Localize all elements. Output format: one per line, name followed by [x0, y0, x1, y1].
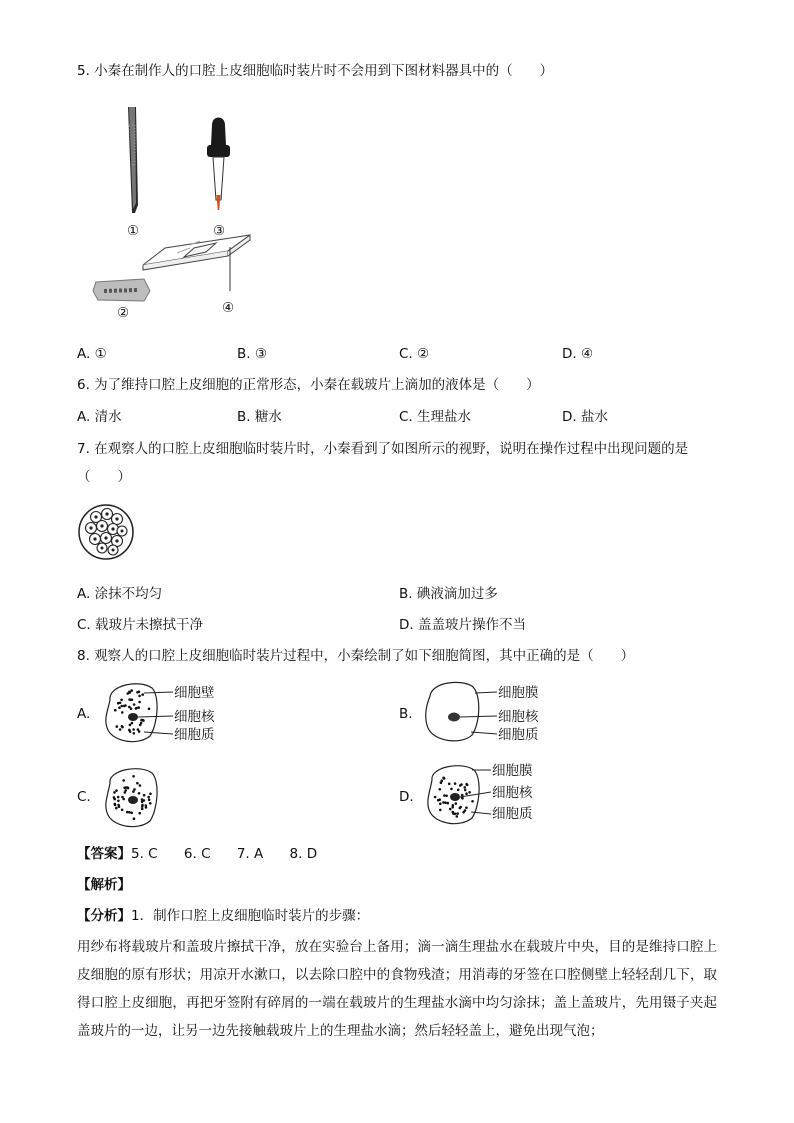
q8-option-c-letter[interactable]: C. — [77, 789, 91, 805]
q7-option-a[interactable]: A. 涂抹不均匀 — [77, 586, 163, 602]
q5-option-d[interactable]: D. ④ — [562, 346, 594, 362]
d-label-nucleus: 细胞核 — [492, 785, 533, 801]
q8-option-a-letter[interactable]: A. — [77, 706, 91, 722]
q6-option-c[interactable]: C. 生理盐水 — [399, 409, 472, 425]
b-label-nucleus: 细胞核 — [498, 709, 539, 725]
q7-option-d[interactable]: D. 盖盖玻片操作不当 — [399, 617, 526, 633]
a-label-wall: 细胞壁 — [174, 685, 215, 701]
q6-option-b[interactable]: B. 糖水 — [237, 409, 282, 425]
q7-stem-line2: （ ） — [77, 469, 131, 485]
q8-option-b-letter[interactable]: B. — [399, 706, 413, 722]
q5-equipment-figure — [80, 95, 280, 325]
q6-stem: 6. 为了维持口腔上皮细胞的正常形态，小秦在载玻片上滴加的液体是（ ） — [77, 377, 540, 393]
q5-option-c[interactable]: C. ② — [399, 346, 430, 362]
a-label-nucleus: 细胞核 — [174, 709, 215, 725]
q5-stem: 5. 小秦在制作人的口腔上皮细胞临时装片时不会用到下图材料器具中的（ ） — [77, 63, 554, 79]
answer-8: 8. D — [289, 846, 318, 862]
q6-option-d[interactable]: D. 盐水 — [562, 409, 608, 425]
q5-option-a[interactable]: A. ① — [77, 346, 107, 362]
analysis-steps-title: 1．制作口腔上皮细胞临时装片的步骤： — [131, 908, 370, 924]
q7-stem-line1: 7. 在观察人的口腔上皮细胞临时装片时，小秦看到了如图所示的视野，说明在操作过程中出现问题的是 — [77, 441, 689, 457]
answer-7: 7. A — [236, 846, 264, 862]
q7-option-c[interactable]: C. 载玻片未擦拭干净 — [77, 617, 204, 633]
analysis-line1 — [77, 907, 369, 925]
b-label-membrane: 细胞膜 — [498, 685, 539, 701]
label-4: ④ — [222, 300, 235, 316]
label-2: ② — [117, 305, 130, 321]
slide-and-coverslip-icon — [143, 235, 250, 291]
b-label-cytoplasm: 细胞质 — [498, 727, 539, 743]
q5-option-b[interactable]: B. ③ — [237, 346, 267, 362]
d-label-cytoplasm: 细胞质 — [492, 806, 533, 822]
q8-option-d-letter[interactable]: D. — [399, 789, 414, 805]
q8-cell-diagram-b — [422, 680, 582, 745]
analysis-tag: 【分析】 — [77, 908, 131, 924]
q7-option-b[interactable]: B. 碘液滴加过多 — [399, 586, 498, 602]
q8-cell-diagram-d — [422, 762, 582, 832]
a-label-cytoplasm: 细胞质 — [174, 727, 215, 743]
label-1: ① — [127, 223, 140, 239]
answer-heading: 【答案】 — [77, 846, 131, 862]
tweezers-icon — [128, 107, 138, 213]
answer-6: 6. C — [183, 846, 211, 862]
q8-cell-diagram-a — [100, 680, 260, 745]
analysis-paragraph: 用纱布将载玻片和盖玻片擦拭干净，放在实验台上备用；滴一滴生理盐水在载玻片中央，目的是维持口腔上皮细胞的原有形状；用凉开水漱口，以去除口腔中的食物残渣；用消毒的牙签在口腔侧壁上轻轻刮几下，取得口腔上皮细胞，再把牙签附有碎屑的一端在载玻片的生理盐水滴中均匀涂抹；盖上盖玻片，先用镊子夹起盖玻片的一边，让另一边先接触载玻片上的生理盐水滴；然后轻轻盖上，避免出现气泡； — [77, 939, 717, 1039]
q8-cell-diagram-c — [100, 765, 170, 830]
analysis-heading: 【解析】 — [77, 877, 131, 893]
q8-stem: 8. 观察人的口腔上皮细胞临时装片过程中，小秦绘制了如下细胞简图，其中正确的是（ ） — [77, 648, 635, 664]
label-3: ③ — [213, 223, 226, 239]
d-label-membrane: 细胞膜 — [492, 763, 533, 779]
q7-microscope-view — [78, 502, 136, 562]
answer-5: 5. C — [131, 846, 158, 862]
q6-option-a[interactable]: A. 清水 — [77, 409, 122, 425]
answer-line — [77, 845, 317, 863]
razor-blade-icon — [93, 279, 150, 301]
dropper-icon — [207, 118, 230, 211]
